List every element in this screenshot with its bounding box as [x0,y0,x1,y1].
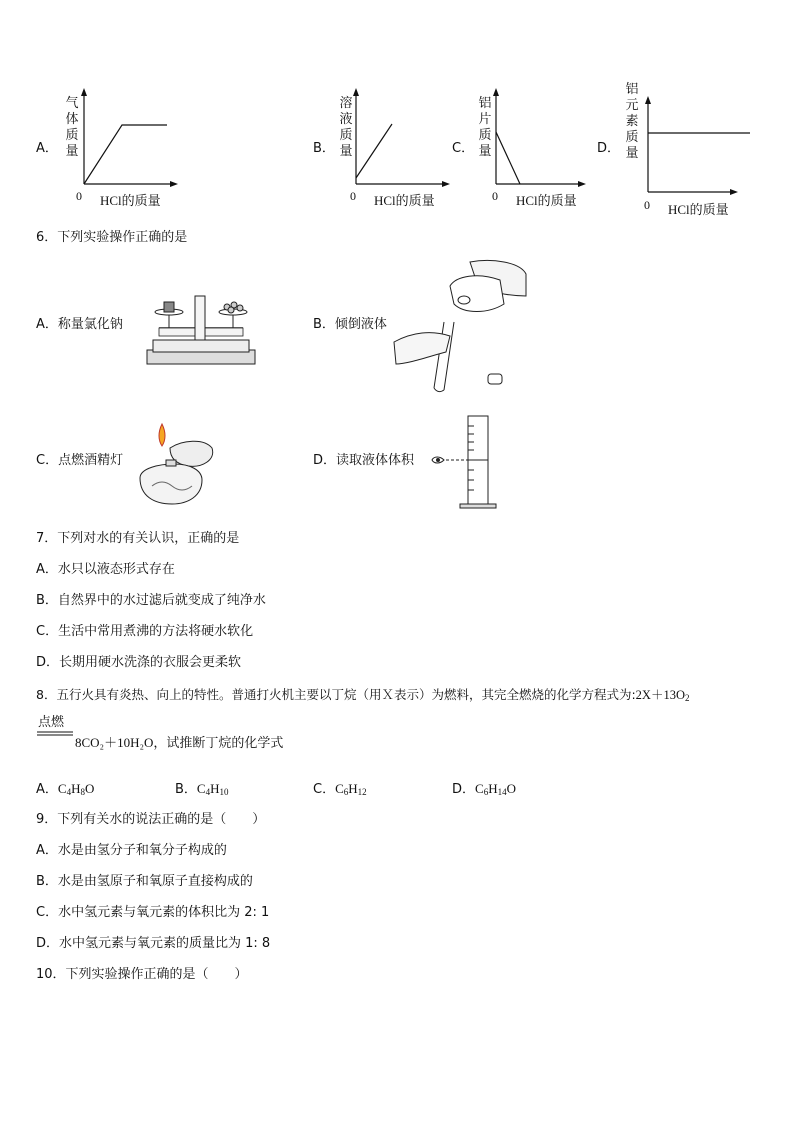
graph-d-origin: 0 [644,198,650,212]
q8-option-b-h: H [210,781,220,796]
graph-d-ylabel: 铝元素质量 [625,82,639,161]
q8-option-c-s1: 6 [343,787,349,797]
q8-option-c-s2: 12 [357,787,367,797]
q8-option-c-label: C． [313,782,336,797]
q7-option-d: D．长期用硬水洗涤的衣服会更柔软 [36,655,242,670]
q7-option-a: A．水只以液态形式存在 [36,562,175,577]
q8-option-b-c: C [196,781,206,796]
q8-equals-bar [37,731,77,737]
q8-condition: 点燃 [38,715,65,730]
q7-option-b: B．自然界中的水过滤后就变成了纯净水 [36,593,266,608]
graph-b-option: B． [313,141,335,156]
q8-option-b-s2: 10 [219,787,229,797]
q8-option-a-s1: 4 [66,787,72,797]
q8-option-b [175,780,228,799]
q9-option-d: D．水中氢元素与氧元素的质量比为 1: 8 [36,936,271,951]
q8-option-a [36,780,94,799]
q6-option-c: C．点燃酒精灯 [36,453,124,468]
q8-stem [36,686,689,704]
graph-c-xlabel: HCl的质量 [516,193,577,208]
pouring-illustration [392,256,532,392]
graph-d-option: D． [597,141,621,156]
q9-option-c: C．水中氢元素与氧元素的体积比为 2: 1 [36,905,270,920]
graph-a-option: A． [36,141,58,156]
q8-option-d-s1: 6 [483,787,489,797]
q8-option-b-label: B． [175,782,197,797]
q8-option-d [452,780,516,799]
q8-option-a-c: C [57,781,67,796]
graph-b-plot [354,88,454,188]
graph-b-ylabel: 溶液质量 [339,96,353,159]
alcohol-lamp-illustration [132,416,222,508]
q8-option-a-label: A． [36,782,58,797]
q8-option-d-c: C [475,781,484,796]
graph-a-xlabel: HCl的质量 [100,193,161,208]
q8-option-c [313,780,367,799]
q8-option-d-o: O [506,781,516,796]
graph-c-origin: 0 [492,189,498,203]
q8-option-d-s2: 14 [497,787,507,797]
q8-eq-left: 2X＋13O [635,688,685,702]
q8-eq-left-sub: 2 [684,693,690,703]
q8-option-c-c: C [335,781,344,796]
q8-option-d-label: D． [452,782,476,797]
graph-a-origin: 0 [76,189,82,203]
graph-d-plot [646,96,746,196]
graph-d-xlabel: HCl的质量 [668,202,729,217]
q8-stem-text: 8．五行火具有炎热、向上的特性。普通打火机主要以丁烷（用Ｘ表示）为燃料，其完全燃烧的化学方程式为: [36,687,636,702]
graph-c-plot [494,88,594,188]
q6-option-b: B．倾倒液体 [313,317,387,332]
graduated-cylinder-illustration [424,412,504,512]
graph-b-xlabel: HCl的质量 [374,193,435,208]
q7-stem: 7．下列对水的有关认识，正确的是 [36,531,240,546]
q8-eq-right [75,734,283,753]
q8-option-a-o: O [84,781,95,796]
q9-option-a: A．水是由氢分子和氧分子构成的 [36,843,227,858]
q6-option-d: D．读取液体体积 [313,453,415,468]
q9-option-b: B．水是由氢原子和氧原子直接构成的 [36,874,253,889]
graph-a-ylabel: 气体质量 [65,96,79,159]
q10-stem: 10．下列实验操作正确的是（ ） [36,967,248,982]
graph-a-plot [82,88,182,188]
q7-option-c: C．生活中常用煮沸的方法将硬水软化 [36,624,254,639]
q6-option-a: A．称量氯化钠 [36,317,123,332]
q8-eq-right-text: 8CO₂＋10H₂O，试推断丁烷的化学式 [75,735,284,750]
graph-c-option: C． [452,141,475,156]
balance-illustration [145,288,260,368]
q6-stem: 6．下列实验操作正确的是 [36,230,188,245]
q8-option-a-s2: 8 [80,787,85,797]
q8-option-d-h: H [488,781,498,796]
graph-b-origin: 0 [350,189,356,203]
graph-c-ylabel: 铝片质量 [478,96,492,159]
q8-option-c-h: H [348,781,358,796]
q8-option-a-h: H [71,781,81,796]
q9-stem: 9．下列有关水的说法正确的是（ ） [36,812,266,827]
q8-option-b-s1: 4 [205,787,211,797]
